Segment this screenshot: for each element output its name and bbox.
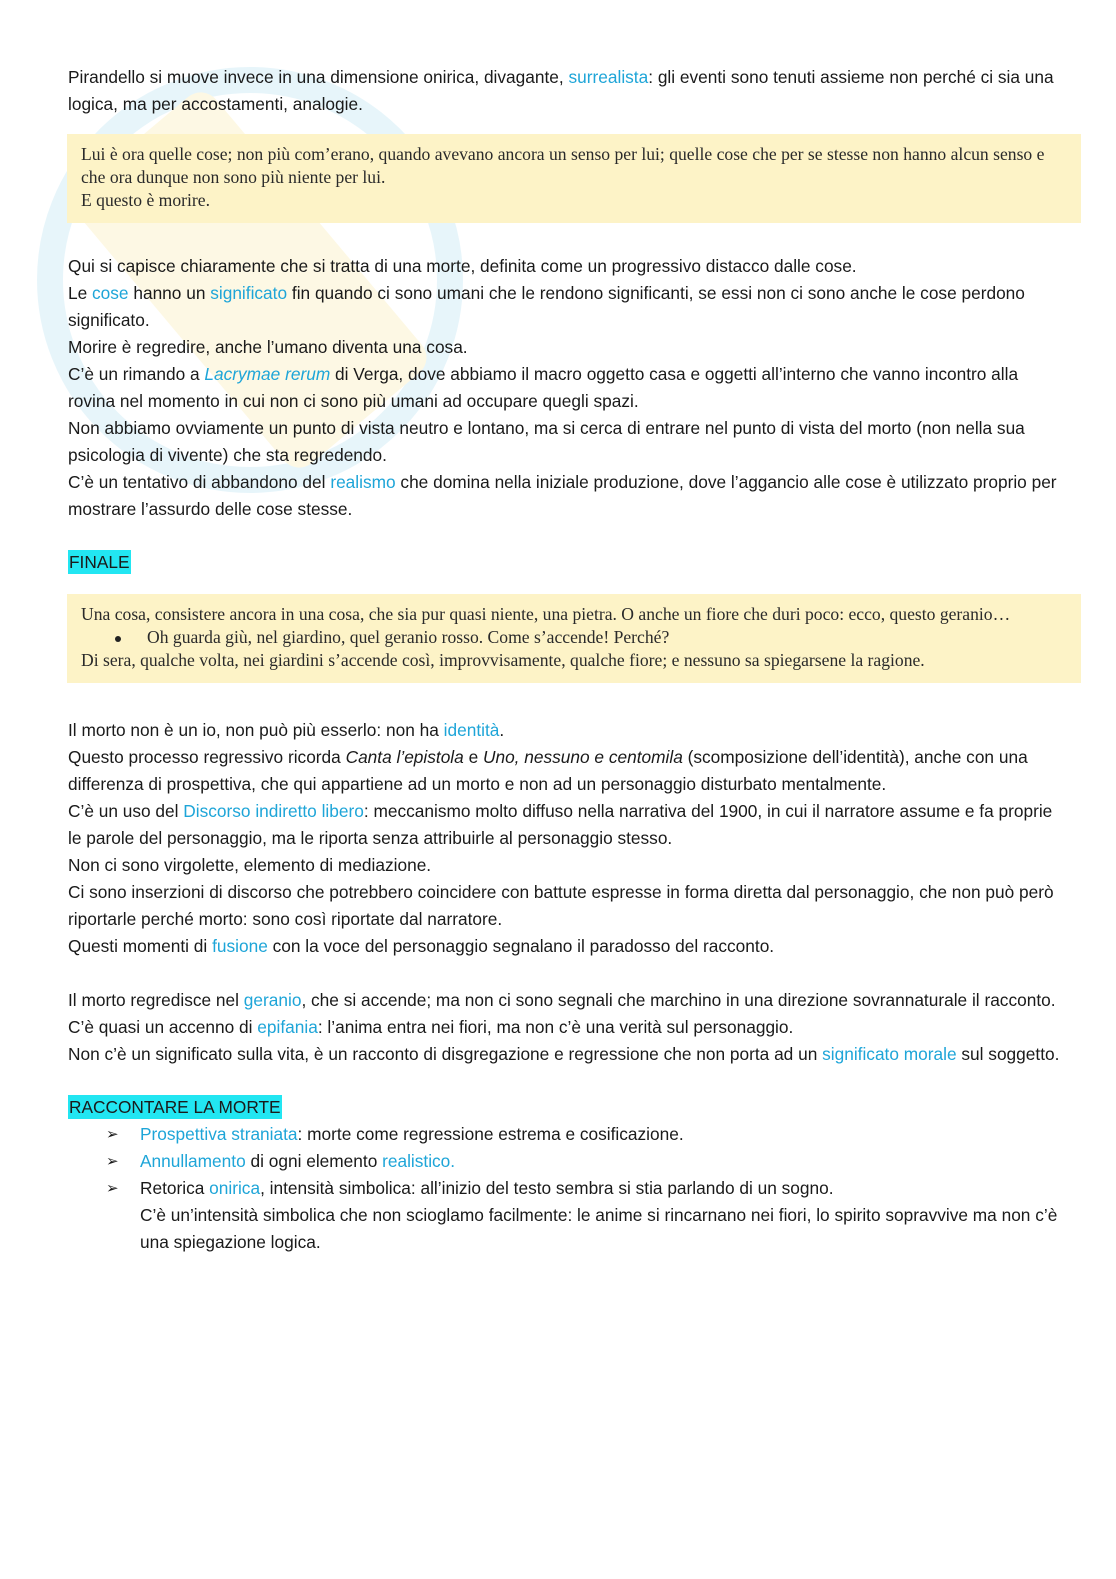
paragraph: C’è un tentativo di abbandono del realismo che domina nella iniziale produzione, dove l’aggancio alle cose è utilizzato proprio per mostrare l’assurdo delle cose stesse. (68, 472, 1057, 519)
arrow-list (68, 1121, 1068, 1256)
quote-line: Una cosa, consistere ancora in una cosa, che sia pur quasi niente, una pietra. O anche un fiore che duri poco: ecco, questo geranio… (81, 604, 1011, 624)
paragraph: Questo processo regressivo ricorda Canta l’epistola e Uno, nessuno e centomila (scomposizione dell’identità), anche con una differenza di prospettiva, che qui appartiene ad un morto e non ad un personaggio disturbato mentalmente. (68, 747, 1028, 794)
arrow-bullet-icon: ➢ (106, 1180, 119, 1197)
paragraph: Non ci sono virgolette, elemento di mediazione. (68, 855, 432, 875)
title-canta-epistola: Canta l’epistola (345, 747, 464, 767)
term-significato-morale: significato morale (822, 1044, 957, 1064)
paragraph: C’è un uso del Discorso indiretto libero: meccanismo molto diffuso nella narrativa del 1900, in cui il narratore assume e fa proprie le parole del personaggio, ma le riporta senza attribuirle al personaggio stesso. (68, 801, 1053, 848)
quote-bullet-item: Oh guarda giù, nel giardino, quel geranio rosso. Come s’accende! Perché? (81, 626, 1067, 649)
paragraph: Ci sono inserzioni di discorso che potrebbero coincidere con battute espresse in forma diretta dal personaggio, che non può però riportarle perché morto: sono così riportate dal narratore. (68, 882, 1054, 929)
paragraph: Non abbiamo ovviamente un punto di vista neutro e lontano, ma si cerca di entrare nel punto di vista del morto (non nella sua psicologia di vivente) che sta regredendo. (68, 418, 1025, 465)
arrow-bullet-icon: ➢ (106, 1126, 119, 1143)
paragraph: C’è quasi un accenno di epifania: l’anima entra nei fiori, ma non c’è una verità sul personaggio. (68, 1017, 794, 1037)
title-uno-nessuno: Uno, nessuno e centomila (482, 747, 683, 767)
term-discorso-indiretto: Discorso indiretto libero (183, 801, 364, 821)
term-geranio: geranio (243, 990, 302, 1010)
list-item: ➢ Annullamento di ogni elemento realistico. (68, 1148, 1068, 1175)
term-cose: cose (92, 283, 129, 303)
quote-block-1 (67, 134, 1081, 223)
paragraph: Qui si capisce chiaramente che si tratta di una morte, definita come un progressivo distacco dalle cose. (68, 256, 857, 276)
quote-block-2 (67, 594, 1081, 683)
list-item: ➢ Retorica onirica, intensità simbolica: all’inizio del testo sembra si stia parlando di un sogno. C’è un’intensità simbolica che non scioglamo facilmente: le anime si rincarnano nei fiori, lo spirito sopravvive ma non c’è una spiegazione logica. (68, 1175, 1068, 1256)
paragraph: Le cose hanno un significato fin quando ci sono umani che le rendono significanti, se essi non ci sono anche le cose perdono significato. (68, 283, 1025, 330)
section-heading-raccontare: RACCONTARE LA MORTE (69, 1097, 281, 1117)
paragraph: Non c’è un significato sulla vita, è un racconto di disgregazione e regressione che non porta ad un significato morale sul soggetto. (68, 1044, 1060, 1064)
list-item: ➢ Prospettiva straniata: morte come regressione estrema e cosificazione. (68, 1121, 1068, 1148)
term-fusione: fusione (212, 936, 268, 956)
quote-line: Di sera, qualche volta, nei giardini s’accende così, improvvisamente, qualche fiore; e nessuno sa spiegarsene la ragione. (81, 650, 925, 670)
quote-line: E questo è morire. (81, 190, 210, 210)
paragraph: Il morto regredisce nel geranio, che si accende; ma non ci sono segnali che marchino in una direzione sovrannaturale il racconto. (68, 990, 1056, 1010)
term-surrealista: surrealista (568, 67, 649, 87)
term-significato: significato (210, 283, 288, 303)
paragraph: Il morto non è un io, non può più esserlo: non ha identità. (68, 720, 505, 740)
paragraph: C’è un rimando a Lacrymae rerum di Verga, dove abbiamo il macro oggetto casa e oggetti all’interno che vanno incontro alla rovina nel momento in cui non ci sono più umani ad occupare quegli spazi. (68, 364, 1019, 411)
paragraph: Morire è regredire, anche l’umano diventa una cosa. (68, 337, 468, 357)
term-realismo: realismo (330, 472, 396, 492)
paragraph: Questi momenti di fusione con la voce del personaggio segnalano il paradosso del racconto. (68, 936, 775, 956)
term-lacrymae-rerum: Lacrymae rerum (204, 364, 331, 384)
term-epifania: epifania (257, 1017, 318, 1037)
intro-paragraph: Pirandello si muove invece in una dimensione onirica, divagante, surrealista: gli eventi sono tenuti assieme non perché ci sia una logica, ma per accostamenti, analogie. (68, 67, 1054, 114)
quote-line: Lui è ora quelle cose; non più com’erano, quando avevano ancora un senso per lui; quelle cose che per se stesse non hanno alcun senso e che ora dunque non sono più niente per lui. (81, 144, 1045, 187)
bullet-dot-icon (115, 636, 121, 642)
term-identita: identità (443, 720, 500, 740)
section-heading-finale: FINALE (69, 552, 130, 572)
arrow-bullet-icon: ➢ (106, 1153, 119, 1170)
document-page (68, 64, 1068, 1256)
